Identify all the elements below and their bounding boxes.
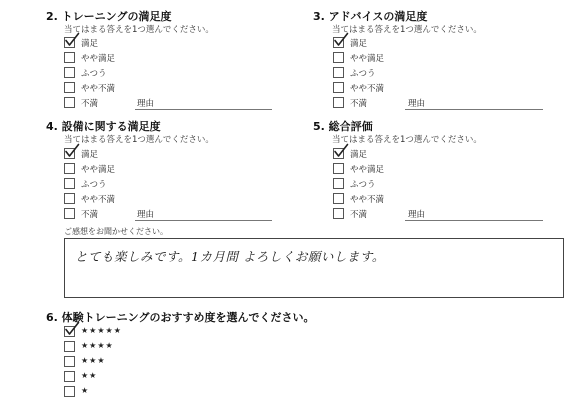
option-neutral[interactable] — [64, 66, 184, 78]
checkbox[interactable] — [64, 371, 75, 382]
option-somewhat-satisfied[interactable] — [64, 162, 184, 174]
star-rating-label: ★★★★★ — [81, 326, 122, 335]
star-rating-label: ★★★★ — [81, 341, 114, 350]
question-instruction: 当てはまる答えを1つ選んでください。 — [64, 25, 214, 35]
option-somewhat-dissatisfied[interactable] — [64, 192, 184, 204]
option-neutral[interactable] — [64, 177, 184, 189]
question-4 — [0, 115, 290, 227]
checkbox[interactable] — [333, 67, 344, 78]
option-label: ふつう — [350, 69, 376, 79]
question-title: 4. 設備に関する満足度 — [46, 120, 161, 133]
comment-label: ご感想をお聞かせください。 — [64, 227, 168, 236]
option-label: やや満足 — [350, 165, 385, 175]
star-rating-label: ★ — [81, 386, 90, 395]
option-dissatisfied[interactable] — [333, 207, 453, 219]
reason-field[interactable] — [405, 220, 543, 221]
option-label: やや満足 — [81, 54, 116, 64]
checkbox[interactable] — [333, 193, 344, 204]
option-label: やや不満 — [350, 195, 385, 205]
option-dissatisfied[interactable] — [64, 207, 184, 219]
option-label: やや不満 — [81, 84, 116, 94]
option-label: 満足 — [350, 39, 368, 49]
option-somewhat-dissatisfied[interactable] — [333, 81, 453, 93]
option-3-stars[interactable] — [64, 355, 184, 367]
option-5-stars[interactable] — [64, 325, 184, 337]
checkbox[interactable] — [64, 148, 75, 159]
question-2 — [0, 0, 290, 115]
question-3 — [290, 0, 583, 115]
option-neutral[interactable] — [333, 66, 453, 78]
reason-label: 理由 — [137, 210, 155, 220]
reason-field[interactable] — [135, 220, 272, 221]
checkbox[interactable] — [64, 52, 75, 63]
option-label: 不満 — [81, 210, 99, 220]
option-satisfied[interactable] — [64, 147, 184, 159]
question-6 — [0, 305, 583, 400]
option-somewhat-satisfied[interactable] — [64, 51, 184, 63]
option-satisfied[interactable] — [333, 36, 453, 48]
check-mark-icon — [333, 143, 349, 159]
checkbox[interactable] — [333, 97, 344, 108]
option-label: 不満 — [350, 99, 368, 109]
checkbox[interactable] — [333, 82, 344, 93]
option-1-star[interactable] — [64, 385, 184, 397]
checkbox[interactable] — [333, 37, 344, 48]
option-label: やや不満 — [350, 84, 385, 94]
reason-label: 理由 — [408, 99, 426, 109]
option-label: 満足 — [81, 150, 99, 160]
checkbox[interactable] — [333, 148, 344, 159]
question-title: 5. 総合評価 — [313, 120, 373, 133]
option-label: やや不満 — [81, 195, 116, 205]
question-instruction: 当てはまる答えを1つ選んでください。 — [332, 25, 482, 35]
option-somewhat-dissatisfied[interactable] — [333, 192, 453, 204]
comment-box[interactable] — [64, 238, 564, 298]
checkbox[interactable] — [64, 326, 75, 337]
checkbox[interactable] — [64, 356, 75, 367]
check-mark-icon — [64, 321, 80, 337]
option-label: 満足 — [81, 39, 99, 49]
question-5 — [290, 115, 583, 227]
checkbox[interactable] — [64, 82, 75, 93]
option-label: 不満 — [81, 99, 99, 109]
option-2-stars[interactable] — [64, 370, 184, 382]
option-satisfied[interactable] — [333, 147, 453, 159]
reason-label: 理由 — [137, 99, 155, 109]
option-somewhat-satisfied[interactable] — [333, 162, 453, 174]
checkbox[interactable] — [64, 178, 75, 189]
option-somewhat-dissatisfied[interactable] — [64, 81, 184, 93]
checkbox[interactable] — [64, 193, 75, 204]
check-mark-icon — [64, 32, 80, 48]
handwritten-comment: とても楽しみです。1カ月間 よろしくお願いします。 — [75, 249, 385, 264]
checkbox[interactable] — [64, 97, 75, 108]
option-label: 満足 — [350, 150, 368, 160]
option-label: やや満足 — [350, 54, 385, 64]
question-title: 6. 体験トレーニングのおすすめ度を選んでください。 — [46, 311, 315, 324]
option-somewhat-satisfied[interactable] — [333, 51, 453, 63]
option-label: ふつう — [81, 69, 107, 79]
option-dissatisfied[interactable] — [64, 96, 184, 108]
option-dissatisfied[interactable] — [333, 96, 453, 108]
option-label: やや満足 — [81, 165, 116, 175]
checkbox[interactable] — [64, 341, 75, 352]
check-mark-icon — [333, 32, 349, 48]
star-rating-label: ★★★ — [81, 356, 106, 365]
check-mark-icon — [64, 143, 80, 159]
question-instruction: 当てはまる答えを1つ選んでください。 — [64, 135, 214, 145]
option-neutral[interactable] — [333, 177, 453, 189]
option-label: ふつう — [350, 180, 376, 190]
option-satisfied[interactable] — [64, 36, 184, 48]
reason-field[interactable] — [405, 109, 543, 110]
star-rating-label: ★★ — [81, 371, 98, 380]
option-4-stars[interactable] — [64, 340, 184, 352]
question-title: 2. トレーニングの満足度 — [46, 10, 172, 23]
checkbox[interactable] — [333, 163, 344, 174]
checkbox[interactable] — [333, 208, 344, 219]
reason-field[interactable] — [135, 109, 272, 110]
option-label: ふつう — [81, 180, 107, 190]
reason-label: 理由 — [408, 210, 426, 220]
checkbox[interactable] — [64, 386, 75, 397]
checkbox[interactable] — [64, 208, 75, 219]
question-title: 3. アドバイスの満足度 — [313, 10, 428, 23]
checkbox[interactable] — [333, 52, 344, 63]
checkbox[interactable] — [64, 163, 75, 174]
checkbox[interactable] — [64, 67, 75, 78]
checkbox[interactable] — [333, 178, 344, 189]
checkbox[interactable] — [64, 37, 75, 48]
option-label: 不満 — [350, 210, 368, 220]
question-instruction: 当てはまる答えを1つ選んでください。 — [332, 135, 482, 145]
